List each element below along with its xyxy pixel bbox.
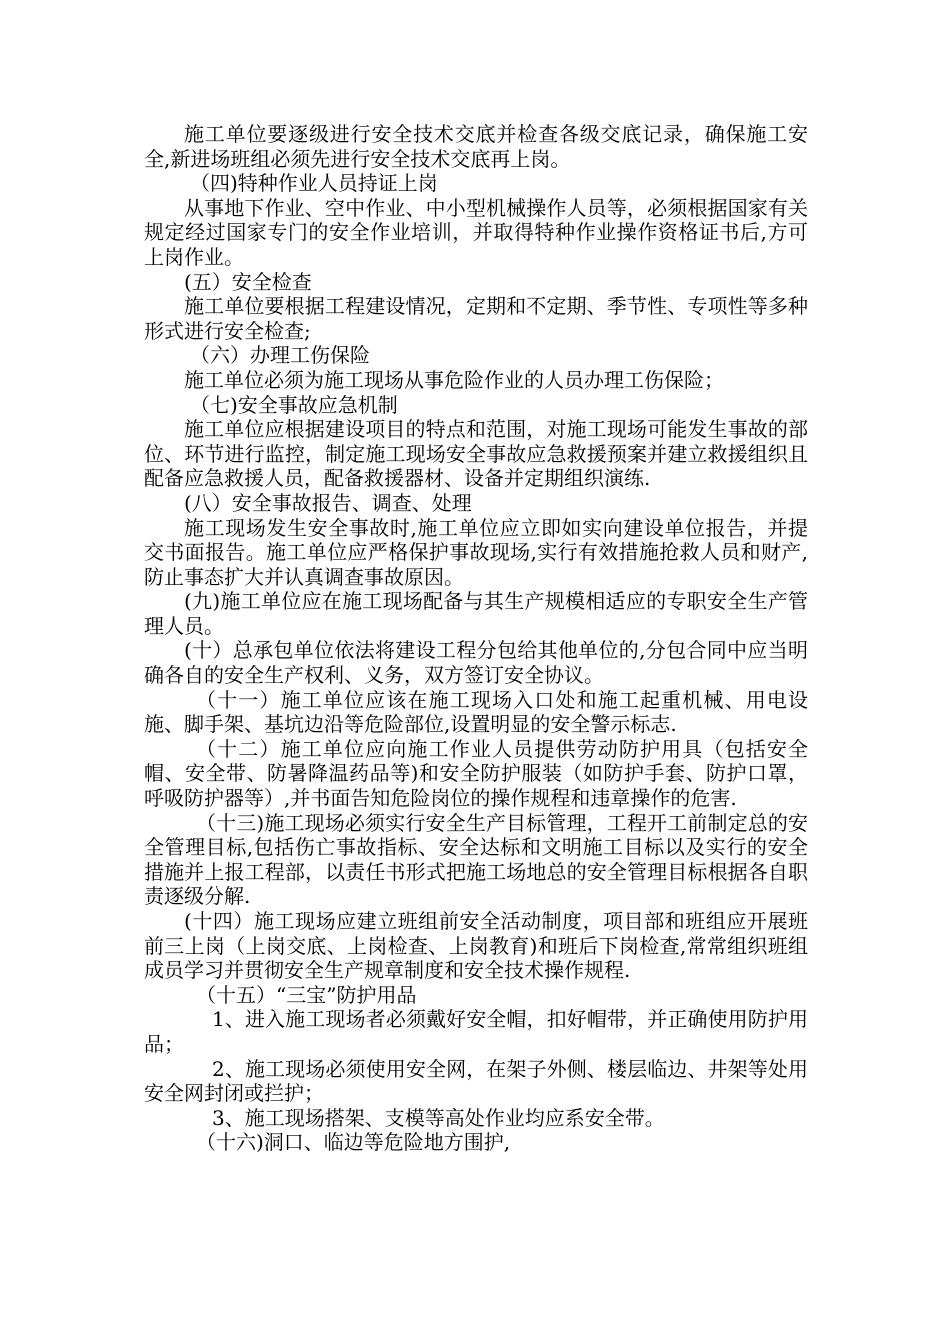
list-item-2: 2、施工现场必须使用安全网，在架子外侧、楼层临边、井架等处用安全网封闭或拦护； bbox=[144, 1056, 808, 1106]
heading-4-special-operators: （四)特种作业人员持证上岗 bbox=[190, 171, 438, 196]
paragraph-14: （十一）施工单位应该在施工现场入口处和施工起重机械、用电设施、脚手架、基坑边沿等危险部位,设置明显的安全警示标志. bbox=[144, 687, 808, 737]
paragraph-17: (十四）施工现场应建立班组前安全活动制度，项目部和班组应开展班前三上岗（上岗交底、上岗检查、上岗教育)和班后下岗检查,常常组织班组成员学习并贯彻安全生产规章制度和安全技术操作规程. bbox=[144, 909, 808, 983]
heading-16-openings: （十六)洞口、临边等危险地方围护, bbox=[196, 1130, 511, 1155]
paragraph-7: 施工单位必须为施工现场从事危险作业的人员办理工伤保险； bbox=[184, 367, 724, 392]
list-item-1: 1、进入施工现场者必须戴好安全帽，扣好帽带，并正确使用防护用品； bbox=[144, 1007, 808, 1056]
paragraph-5: 施工单位要根据工程建设情况，定期和不定期、季节性、专项性等多种形式进行安全检查; bbox=[144, 294, 808, 343]
heading-5-safety-inspection: (五）安全检查 bbox=[184, 269, 312, 294]
paragraph-13: (十）总承包单位依法将建设工程分包给其他单位的,分包合同中应当明确各自的安全生产权利、义务，双方签订安全协议。 bbox=[144, 638, 808, 688]
heading-8-accident-report: (八）安全事故报告、调查、处理 bbox=[184, 490, 472, 515]
heading-15-three-treasures: （十五）“三宝”防护用品 bbox=[196, 982, 417, 1007]
paragraph-9: 施工单位应根据建设项目的特点和范围，对施工现场可能发生事故的部位、环节进行监控，制定施工现场安全事故应急救援预案并建立救援组织且配备应急救援人员，配备救援器材、设备并定期组织演练. bbox=[144, 417, 808, 491]
paragraph-1: 施工单位要逐级进行安全技术交底并检查各级交底记录，确保施工安全,新进场班组必须先进行安全技术交底再上岗。 bbox=[144, 122, 808, 171]
list-item-3: 3、施工现场搭架、支模等高处作业均应系安全带。 bbox=[212, 1105, 665, 1130]
paragraph-12: (九)施工单位应在施工现场配备与其生产规模相适应的专职安全生产管理人员。 bbox=[144, 589, 808, 638]
paragraph-15: （十二）施工单位应向施工作业人员提供劳动防护用具（包括安全帽、安全带、防暑降温药品等)和安全防护服装（如防护手套、防护口罩，呼吸防护器等）,并书面告知危险岗位的操作规程和违章操作的危害. bbox=[144, 736, 808, 811]
heading-7-emergency: （七)安全事故应急机制 bbox=[190, 392, 398, 417]
paragraph-11: 施工现场发生安全事故时,施工单位应立即如实向建设单位报告，并提交书面报告。施工单位应严格保护事故现场,实行有效措施抢救人员和财产,防止事态扩大并认真调查事故原因。 bbox=[144, 515, 808, 589]
document-page bbox=[144, 122, 808, 1155]
paragraph-16: （十三)施工现场必须实行安全生产目标管理，工程开工前制定总的安全管理目标,包括伤亡事故指标、安全达标和文明施工目标以及实行的安全措施并上报工程部，以责任书形式把施工场地总的安全管理目标根据各自职责逐级分解. bbox=[144, 810, 808, 909]
paragraph-3: 从事地下作业、空中作业、中小型机械操作人员等，必须根据国家有关规定经过国家专门的安全作业培训，并取得特种作业操作资格证书后,方可上岗作业。 bbox=[144, 195, 808, 269]
heading-6-injury-insurance: （六）办理工伤保险 bbox=[190, 343, 370, 368]
